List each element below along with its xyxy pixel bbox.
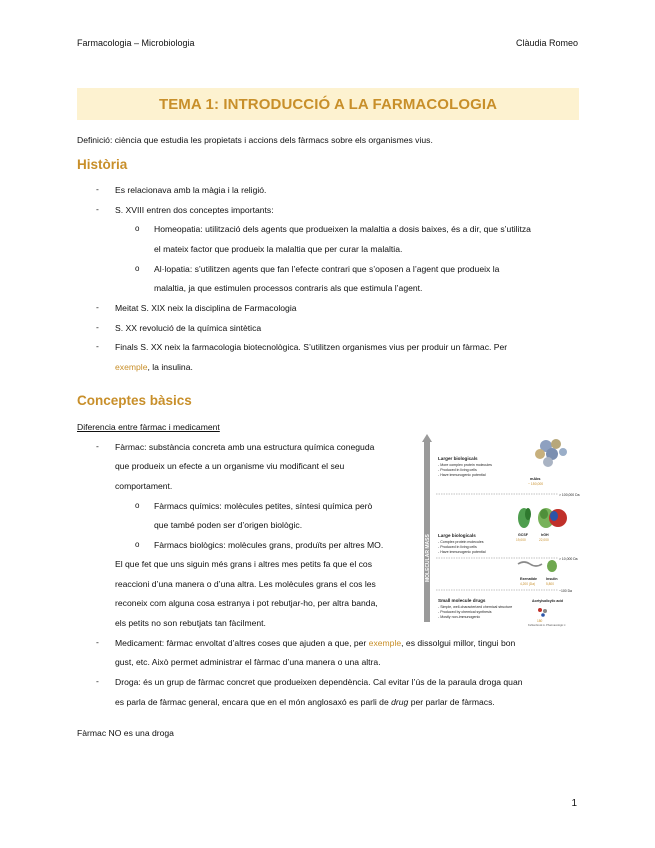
- threshold-3-label: ~100 Da: [559, 589, 572, 593]
- gcsf-mass: 19,000: [516, 538, 526, 542]
- size-paragraph-line-1: El que fet que uns siguin més grans i altres mes petits fa que el cos: [115, 559, 372, 569]
- large-line-3: - Have immunogenic potential: [438, 473, 486, 477]
- mab-mass: ~ 150,000: [528, 482, 544, 486]
- example-word: exemple: [115, 362, 148, 372]
- figure-credit: Kuhlenbreck A. Pharmacologic J.: [528, 624, 567, 627]
- mid-line-3: - Have immunogenic potential: [438, 550, 486, 554]
- bullet-dash: -: [96, 676, 99, 686]
- closing-note: Fàrmac NO es una droga: [77, 728, 174, 738]
- bullet-dash: -: [96, 204, 99, 214]
- farmac-line-2: que produeix un efecte a un organisme viu modificant el seu: [115, 461, 345, 471]
- chemical-drugs-line-1: Fàrmacs químics: molècules petites, síntesi química però: [154, 501, 373, 511]
- allopathy-line-2: malaltia, ja que estimulen processos contraris als que estimula l’agent.: [154, 283, 423, 293]
- history-item-4: S. XX revolució de la química sintètica: [115, 323, 262, 333]
- axis-bar: [424, 442, 430, 622]
- history-heading: Història: [77, 157, 128, 172]
- chemical-drugs-line-2: que també poden ser d’origen biològic.: [154, 520, 303, 530]
- small-line-1: - Simple, well-characterized chemical structure: [438, 605, 513, 609]
- bullet-dash: -: [96, 322, 99, 332]
- farmac-line-3: comportament.: [115, 481, 173, 491]
- medicament-line-2: gust, etc. Això permet administrar el fàrmac d’una manera o una altra.: [115, 657, 381, 667]
- droga-line-2: [115, 696, 495, 708]
- homeopathy-line-1: Homeopatia: utilització dels agents que produeixen la malaltia a dosis baixes, és a dir, que s’utilitza: [154, 224, 531, 234]
- medicament-line-1: [115, 637, 515, 649]
- history-item-2: S. XVIII entren dos conceptes importants:: [115, 205, 274, 215]
- history-item-1: Es relacionava amb la màgia i la religió.: [115, 185, 267, 195]
- homeopathy-line-2: el mateix factor que produeix la malaltia que per curar la malaltia.: [154, 244, 403, 254]
- header-right: Clàudia Romeo: [515, 38, 578, 48]
- bullet-dash: -: [96, 441, 99, 451]
- basics-subheading: Diferencia entre fàrmac i medicament: [77, 422, 220, 432]
- mid-line-2: - Produced in living cells: [438, 545, 477, 549]
- bullet-dash: -: [96, 184, 99, 194]
- exenatide-label: Exenatide: [520, 577, 537, 581]
- small-line-3: - Mostly non-immunogenic: [438, 615, 481, 619]
- molecular-mass-figure: [418, 432, 580, 628]
- droga-text-c: per parlar de fàrmacs.: [408, 697, 495, 707]
- size-paragraph-line-4: els petits no son rebutjats tan fàcilment.: [115, 618, 266, 628]
- bullet-dash: -: [96, 637, 99, 647]
- biological-drugs: Fàrmacs biològics: molècules grans, produïts per altres MO.: [154, 540, 384, 550]
- threshold-2-label: > 10,000 Da: [559, 557, 578, 561]
- example-tail: , la insulina.: [147, 362, 193, 372]
- drug-word: drug: [391, 697, 409, 707]
- epo-molecule-icon: [549, 509, 567, 527]
- aspirin-label: Acetylsalicylic acid: [532, 599, 564, 603]
- insulin-molecule-icon: [547, 560, 557, 572]
- insulin-label: Insulin: [546, 577, 558, 581]
- example-word: exemple: [368, 638, 402, 648]
- definition: Definició: ciència que estudia les propietats i accions dels fàrmacs sobre els organismes vius.: [77, 135, 433, 145]
- large-biologicals-title: Larger biologicals: [438, 456, 478, 461]
- aspirin-mass: 180: [537, 619, 543, 623]
- title-banner: [77, 88, 579, 120]
- exenatide-mass: 4,200 (Da): [520, 582, 536, 586]
- droga-line-1: Droga: és un grup de fàrmac concret que produeixen dependència. Cal evitar l’ús de la paraula droga quan: [115, 677, 523, 687]
- bullet-dash: -: [96, 302, 99, 312]
- size-paragraph-line-3: reconeix com alguna cosa estranya i pot rebutjar-ho, per altra banda,: [115, 598, 378, 608]
- small-line-2: - Produced by chemical synthesis: [438, 610, 492, 614]
- page-number: 1: [571, 798, 577, 809]
- large-bio-title: Large biologicals: [438, 533, 476, 538]
- allopathy-line-1: Al·lopatia: s’utilitzen agents que fan l’efecte contrari que s’oposen a l’agent que produeix la: [154, 264, 500, 274]
- header-left: Farmacologia – Microbiologia: [77, 38, 195, 48]
- basics-heading: Conceptes bàsics: [77, 393, 192, 408]
- bullet-circle: o: [135, 224, 140, 233]
- size-paragraph-line-2: reaccioni d’una manera o d’una altra. Les molècules grans el cos les: [115, 579, 376, 589]
- medicament-text-c: , es dissolgui millor, tingui bon: [401, 638, 516, 648]
- bullet-circle: o: [135, 501, 140, 510]
- small-molecule-title: Small molecule drugs: [438, 598, 486, 603]
- history-item-5-line-2: [115, 361, 193, 373]
- axis-label: MOLECULAR MASS: [425, 534, 431, 582]
- insulin-mass: 5,800: [546, 582, 554, 586]
- bullet-circle: o: [135, 540, 140, 549]
- page-title: TEMA 1: INTRODUCCIÓ A LA FARMACOLOGIA: [158, 95, 498, 113]
- bullet-circle: o: [135, 264, 140, 273]
- history-item-5-line-1: Finals S. XX neix la farmacologia biotecnològica. S’utilitzen organismes vius per produir un fàrmac. Per: [115, 342, 508, 352]
- threshold-1-label: > 100,000 Da: [559, 493, 580, 497]
- mid-line-1: - Complex protein molecules: [438, 540, 484, 544]
- medicament-text-a: Medicament: fàrmac envoltat d’altres coses que ajuden a que, per: [115, 638, 369, 648]
- hgh-mass: 22,000: [539, 538, 549, 542]
- large-line-1: - More complex protein molecules: [438, 463, 492, 467]
- gcsf-label: GCSF: [518, 533, 528, 537]
- droga-text-a: es parla de fàrmac general, encara que en el món anglosaxó es parli de: [115, 697, 392, 707]
- bullet-dash: -: [96, 341, 99, 351]
- farmac-line-1: Fàrmac: substància concreta amb una estructura química coneguda: [115, 442, 375, 452]
- hgh-label: hGH: [541, 533, 549, 537]
- large-line-2: - Produced in living cells: [438, 468, 477, 472]
- mab-label: mAbs: [530, 477, 541, 481]
- history-item-3: Meitat S. XIX neix la disciplina de Farmacologia: [115, 303, 297, 313]
